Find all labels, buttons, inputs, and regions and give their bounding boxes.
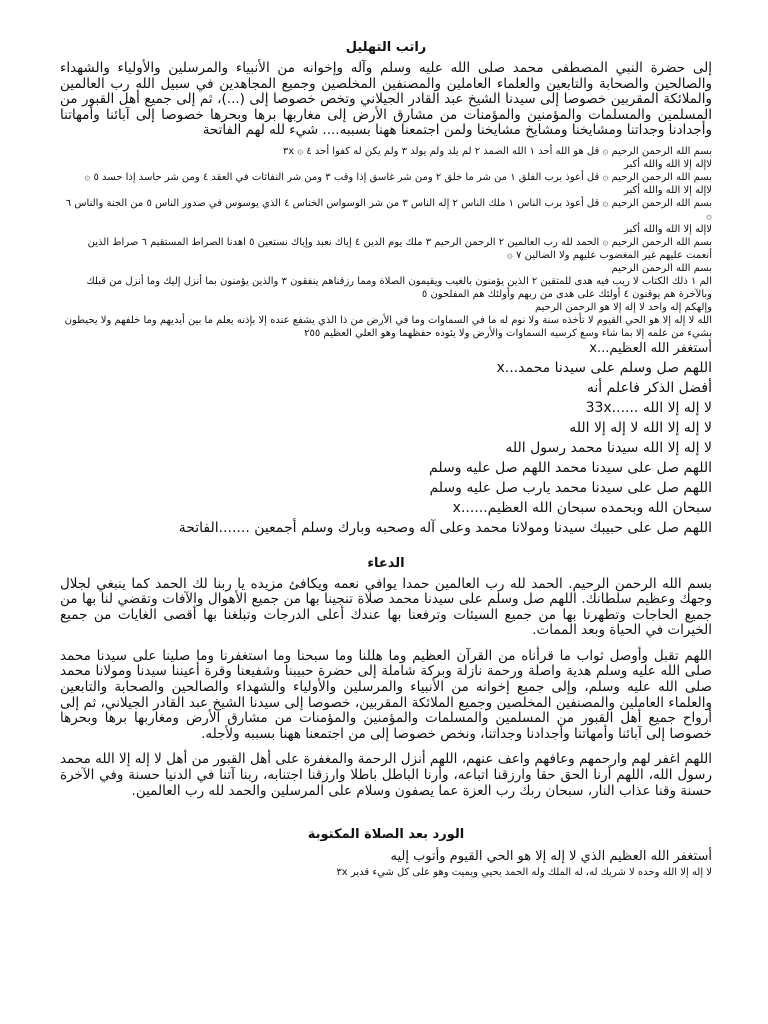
ratib-line: لاإله إلا الله والله أكبر [624,184,712,196]
ratib-line: الم ١ ذلك الكتاب لا ريب فيه هدى للمتقين ٢ الذين يؤمنون بالغيب ويقيمون الصلاة ومما رزقناهم ينفقون ٣ والذين يؤمنون بما أنزل إليك وما أنزل من قبلك وبالآخرة هم يوقنون ٤ أولئك على هدى من ربهم وأولئك هم المفلحون ٥ [86,275,712,300]
ratib-line: الله لا إله إلا هو الحي القيوم لا تأخذه سنة ولا نوم له ما في السماوات وما في الأرض من ذا الذي يشفع عنده إلا بإذنه يعلم ما بين أيديهم وما خلفهم ولا يحيطون بشيء من علمه إلا بما شاء وسع كرسيه السماوات والأرض ولا يئوده حفظهما وهو العلي العظيم ٢٥٥ [64,314,712,339]
ratib-line: اللهم صل على حبيبك سيدنا ومولانا محمد وعلى آله وصحبه وبارك وسلم أجمعين .......الفاتحة [178,519,712,536]
wird-line: أستغفر الله العظيم الذي لا إله إلا هو الحي القيوم وأتوب إليه [390,849,712,865]
ratib-line: اللهم صل وسلم على سيدنا محمد...x [496,359,712,376]
ratib-line: بسم الله الرحمن الرحيم ۞ الحمد لله رب العالمين ٢ الرحمن الرحيم ٣ ملك يوم الدين ٤ إياك نعبد وإياك نستعين ٥ اهدنا الصراط المستقيم ٦ صراط الذين أنعمت عليهم غير المغضوب عليهم ولا الضالين ٧ ۞ [87,236,712,261]
dua-paragraph: اللهم اغفر لهم وارحمهم وعافهم واعف عنهم، اللهم أنزل الرحمة والمغفرة على أهل القبور من أهل لا إله إلا الله محمد رسول الله، اللهم أرنا الحق حقا وارزقنا اتباعه، وأرنا الباطل باطلا وارزقنا اجتنابه، ربنا آتنا في الدنيا حسنة وفي الآخرة حسنة وقنا عذاب النار، سبحان ربك رب العزة عما يصفون وسلام على المرسلين والحمد لله رب العالمين. [60,751,712,799]
dua-paragraph: بسم الله الرحمن الرحيم. الحمد لله رب العالمين حمدا يوافي نعمه ويكافئ مزيده يا ربنا لك الحمد كما ينبغي لجلال وجهك وعظيم سلطانك. اللهم صل وسلم على سيدنا محمد صلاة تنجينا بها من جميع الأهوال والآفات وتقضي لنا بها من جميع الحاجات وتطهرنا بها من جميع السيئات وترفعنا بها عندك أعلى الدرجات وتبلغنا بها أقصى الغايات من جميع الخيرات في الحياة وبعد الممات. [60,575,712,639]
dua-section [60,556,712,800]
ratib-line: سبحان الله وبحمده سبحان الله العظيم......x [452,499,712,516]
ratib-line: لا إله إلا الله لا إله إلا الله [569,419,712,436]
ratib-line: لا إله إلا الله سيدنا محمد رسول الله [505,439,712,456]
ratib-line: لاإله إلا الله والله أكبر [624,158,712,170]
dua-title: الدعاء [367,555,405,571]
ratib-lines [60,145,712,538]
ratib-line: لا إله إلا الله ......33x [585,399,712,416]
ratib-line: أفضل الذكر فاعلم أنه [586,379,712,396]
ratib-line: اللهم صل على سيدنا محمد اللهم صل عليه وسلم [429,459,712,476]
wird-title: الورد بعد الصلاة المكتوبة [307,827,465,843]
ratib-line: أستغفر الله العظيم...x [589,340,712,356]
ratib-line: بسم الله الرحمن الرحيم ۞ قل هو الله أحد ١ الله الصمد ٢ لم يلد ولم يولد ٣ ولم يكن له كفوا أحد ٤ ۞ ٣x [282,145,712,157]
dua-paragraph: اللهم تقبل وأوصل ثواب ما قرأناه من القرآن العظيم وما هللنا وما سبحنا وما استغفرنا وما صلينا على سيدنا محمد صلى الله عليه وسلم هدية واصلة ورحمة نازلة وبركة شاملة إلى حضرة حبيبنا وشفيعنا وقرة أعيننا سيدنا ومولانا محمد صلى الله عليه وسلم، وإلى جميع إخوانه من الأنبياء والمرسلين والأولياء والشهداء والصالحين والصحابة والتابعين والعلماء العاملين والمصنفين المخلصين وجميع الملائكة المقربين، خصوصا إلى سيدنا الشيخ عبد القادر الجيلاني، ثم إلى أرواح جميع أهل القبور من المسلمين والمسلمات والمؤمنين والمؤمنات من مشارق الأرض ومغاربها برها وبحرها خصوصا إلى آبائنا وأمهاتنا وأجدادنا وجداتنا، ونخص خصوصا إلى من اجتمعنا ههنا بسببه ولأجله. [60,647,712,742]
wird-section [60,827,712,879]
intro-paragraph: إلى حضرة النبي المصطفى محمد صلى الله عليه وسلم وآله وإخوانه من الأنبياء والمرسلين والأولياء والشهداء والصالحين والصحابة والتابعين والعلماء العاملين والمصنفين المخلصين وجميع المجاهدين في سبيل الله رب العالمين والملائكة المقربين خصوصا إلى سيدنا الشيخ عبد القادر الجيلاني وتخص خصوصا إلى (...)، ثم إلى جميع أهل القبور من المسلمين والمسلمات والمؤمنين والمؤمنات من مشارق الأرض إلى مغاربها برها وبحرها خصوصا إلى آبائنا وأمهاتنا وأجدادنا وجداتنا ومشايخنا ومشايخ مشايخنا ولمن اجتمعنا ههنا بسببه.... شيء لله لهم الفاتحة [60,60,712,138]
wird-line: لا إله إلا الله وحده لا شريك له، له الملك وله الحمد يحيي ويميت وهو على كل شيء قدير ٣x [336,867,712,879]
ratib-line: اللهم صل على سيدنا محمد يارب صل عليه وسلم [429,479,712,496]
main-title: راتب التهليل [345,40,427,55]
ratib-line: لاإله إلا الله والله أكبر [624,223,712,235]
ratib-line: بسم الله الرحمن الرحيم ۞ قل أعوذ برب الفلق ١ من شر ما خلق ٢ ومن شر غاسق إذا وقب ٣ ومن شر النفاثات في العقد ٤ ومن شر حاسد إذا حسد ٥ ۞ [84,171,712,183]
ratib-line: بسم الله الرحمن الرحيم [611,262,712,274]
ratib-line: وإلهكم إله واحد لا إله إلا هو الرحمن الرحيم [534,301,712,313]
ratib-line: بسم الله الرحمن الرحيم ۞ قل أعوذ برب الناس ١ ملك الناس ٢ إله الناس ٣ من شر الوسواس الخناس ٤ الذي يوسوس في صدور الناس ٥ من الجنة والناس ٦ ۞ [65,197,712,222]
